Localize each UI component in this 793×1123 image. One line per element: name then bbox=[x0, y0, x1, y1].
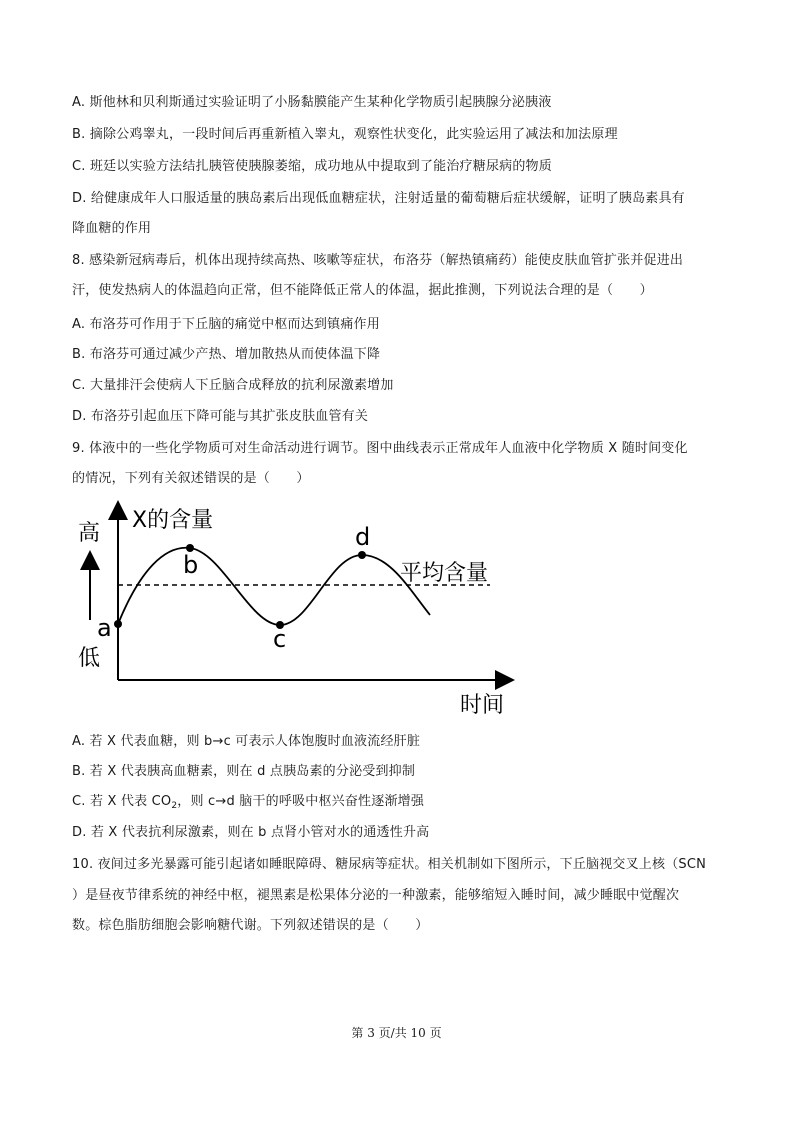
q7-option-d: D. 给健康成年人口服适量的胰岛素后出现低血糖症状，注射适量的葡萄糖后症状缓解，证明了胰岛素具有 bbox=[72, 191, 685, 206]
low-label: 低 bbox=[78, 646, 101, 671]
q9-stem-line-1: 9. 体液中的一些化学物质可对生命活动进行调节。图中曲线表示正常成年人血液中化学物质 X 随时间变化 bbox=[72, 441, 688, 456]
q8-option-c: C. 大量排汗会使病人下丘脑合成释放的抗利尿激素增加 bbox=[72, 378, 394, 393]
q10-stem-line-2: ）是昼夜节律系统的神经中枢，褪黑素是松果体分泌的一种激素，能够缩短入睡时间，减少睡眠中觉醒次 bbox=[72, 888, 680, 903]
point-d bbox=[358, 551, 366, 559]
point-b-label: b bbox=[183, 551, 199, 579]
y-axis-label: X的含量 bbox=[132, 508, 214, 533]
q9-option-b: B. 若 X 代表胰高血糖素，则在 d 点胰岛素的分泌受到抑制 bbox=[72, 764, 416, 779]
q8-option-a: A. 布洛芬可作用于下丘脑的痛觉中枢而达到镇痛作用 bbox=[72, 317, 380, 332]
q9-stem-line-2: 的情况，下列有关叙述错误的是（ ） bbox=[72, 471, 310, 486]
average-label: 平均含量 bbox=[400, 561, 489, 586]
x-content-curve bbox=[118, 548, 430, 625]
q9-figure bbox=[0, 500, 793, 730]
high-label: 高 bbox=[78, 521, 101, 546]
q9-option-c-post: ，则 c→d 脑干的呼吸中枢兴奋性逐渐增强 bbox=[177, 794, 425, 809]
point-a-label: a bbox=[97, 614, 112, 642]
q10-stem-line-3: 数。棕色脂肪细胞会影响糖代谢。下列叙述错误的是（ ） bbox=[72, 918, 429, 933]
q9-option-d: D. 若 X 代表抗利尿激素，则在 b 点肾小管对水的通透性升高 bbox=[72, 825, 430, 840]
q9-option-c-pre: C. 若 X 代表 CO bbox=[72, 794, 172, 809]
page-footer: 第 3 页/共 10 页 bbox=[351, 1026, 442, 1040]
q7-option-a: A. 斯他林和贝利斯通过实验证明了小肠黏膜能产生某种化学物质引起胰腺分泌胰液 bbox=[72, 95, 552, 110]
q9-option-c-sub: 2 bbox=[171, 801, 178, 811]
q8-option-d: D. 布洛芬引起血压下降可能与其扩张皮肤血管有关 bbox=[72, 409, 369, 424]
q10-stem-line-1: 10. 夜间过多光暴露可能引起诸如睡眠障碍、糖尿病等症状。相关机制如下图所示，下丘脑视交叉上核（SCN bbox=[72, 857, 707, 872]
q7-option-b: B. 摘除公鸡睾丸，一段时间后再重新植入睾丸，观察性状变化，此实验运用了减法和加法原理 bbox=[72, 127, 618, 142]
q9-option-a: A. 若 X 代表血糖，则 b→c 可表示人体饱腹时血液流经肝脏 bbox=[72, 734, 421, 749]
q7-option-d-cont: 降血糖的作用 bbox=[72, 221, 152, 236]
x-axis-label: 时间 bbox=[460, 693, 505, 718]
q7-option-c: C. 班廷以实验方法结扎胰管使胰腺萎缩，成功地从中提取到了能治疗糖尿病的物质 bbox=[72, 159, 552, 174]
q8-stem-line-1: 8. 感染新冠病毒后，机体出现持续高热、咳嗽等症状，布洛芬（解热镇痛药）能使皮肤血管扩张并促进出 bbox=[72, 253, 684, 268]
point-a bbox=[114, 620, 122, 628]
q8-stem-line-2: 汗，使发热病人的体温趋向正常，但不能降低正常人的体温，据此推测，下列说法合理的是（ ） bbox=[72, 283, 653, 298]
point-d-label: d bbox=[355, 523, 371, 551]
point-c-label: c bbox=[273, 625, 287, 653]
q8-option-b: B. 布洛芬可通过减少产热、增加散热从而使体温下降 bbox=[72, 347, 381, 362]
q9-option-c bbox=[72, 793, 424, 811]
